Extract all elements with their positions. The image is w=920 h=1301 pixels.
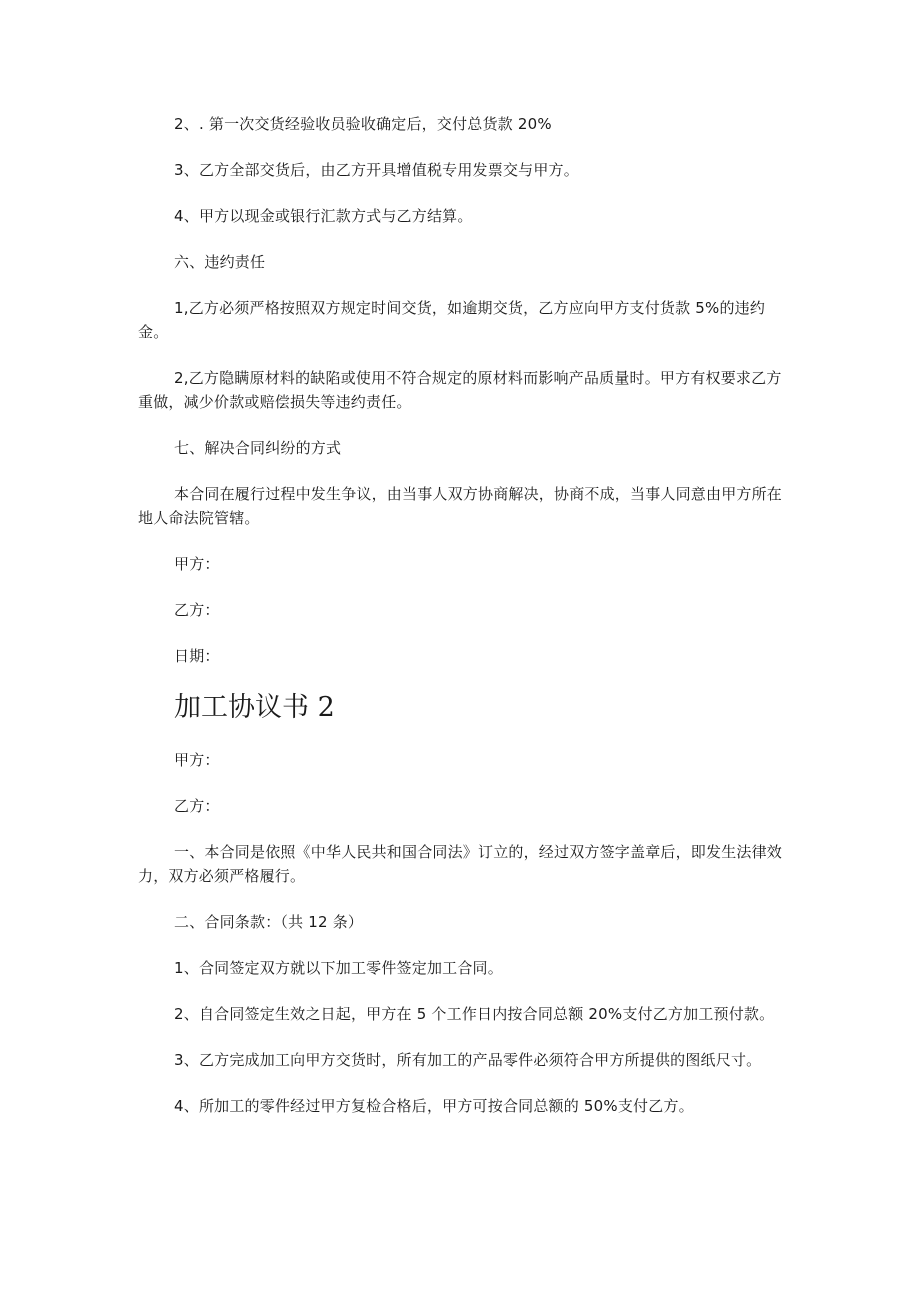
clause-legal-basis: 一、本合同是依照《中华人民共和国合同法》订立的，经过双方签字盖章后，即发生法律效力，双方必须严格履行。 xyxy=(138,843,783,885)
party-b-label-2: 乙方： xyxy=(174,797,220,815)
section-heading-liability: 六、违约责任 xyxy=(174,253,266,271)
clause-invoice: 3、乙方全部交货后，由乙方开具增值税专用发票交与甲方。 xyxy=(174,161,579,179)
document-title: 加工协议书 2 xyxy=(174,692,335,723)
section-heading-terms: 二、合同条款：（共 12 条） xyxy=(174,913,364,931)
document-page xyxy=(138,112,784,1118)
clause-late-delivery: 1,乙方必须严格按照双方规定时间交货，如逾期交货，乙方应向甲方支付货款 5%的违约金。 xyxy=(138,299,766,341)
clause-inspection-payment: 4、所加工的零件经过甲方复检合格后，甲方可按合同总额的 50%支付乙方。 xyxy=(174,1097,694,1115)
party-a-label-2: 甲方： xyxy=(174,751,220,769)
clause-material-defect: 2,乙方隐瞒原材料的缺陷或使用不符合规定的原材料而影响产品质量时。甲方有权要求乙方重做，减少价款或赔偿损失等违约责任。 xyxy=(138,369,782,411)
clause-dispute-resolution: 本合同在履行过程中发生争议，由当事人双方协商解决，协商不成，当事人同意由甲方所在地人命法院管辖。 xyxy=(138,485,783,527)
clause-drawing-compliance: 3、乙方完成加工向甲方交货时，所有加工的产品零件必须符合甲方所提供的图纸尺寸。 xyxy=(174,1051,762,1069)
date-label: 日期： xyxy=(174,647,220,665)
clause-settlement: 4、甲方以现金或银行汇款方式与乙方结算。 xyxy=(174,207,473,225)
clause-delivery-payment: 2、. 第一次交货经验收员验收确定后，交付总货款 20% xyxy=(174,115,552,133)
clause-parts-contract: 1、合同签定双方就以下加工零件签定加工合同。 xyxy=(174,959,503,977)
party-b-label: 乙方： xyxy=(174,601,220,619)
party-a-label: 甲方： xyxy=(174,555,220,573)
section-heading-disputes: 七、解决合同纠纷的方式 xyxy=(174,439,342,457)
clause-advance-payment: 2、自合同签定生效之日起，甲方在 5 个工作日内按合同总额 20%支付乙方加工预付款。 xyxy=(174,1005,775,1023)
